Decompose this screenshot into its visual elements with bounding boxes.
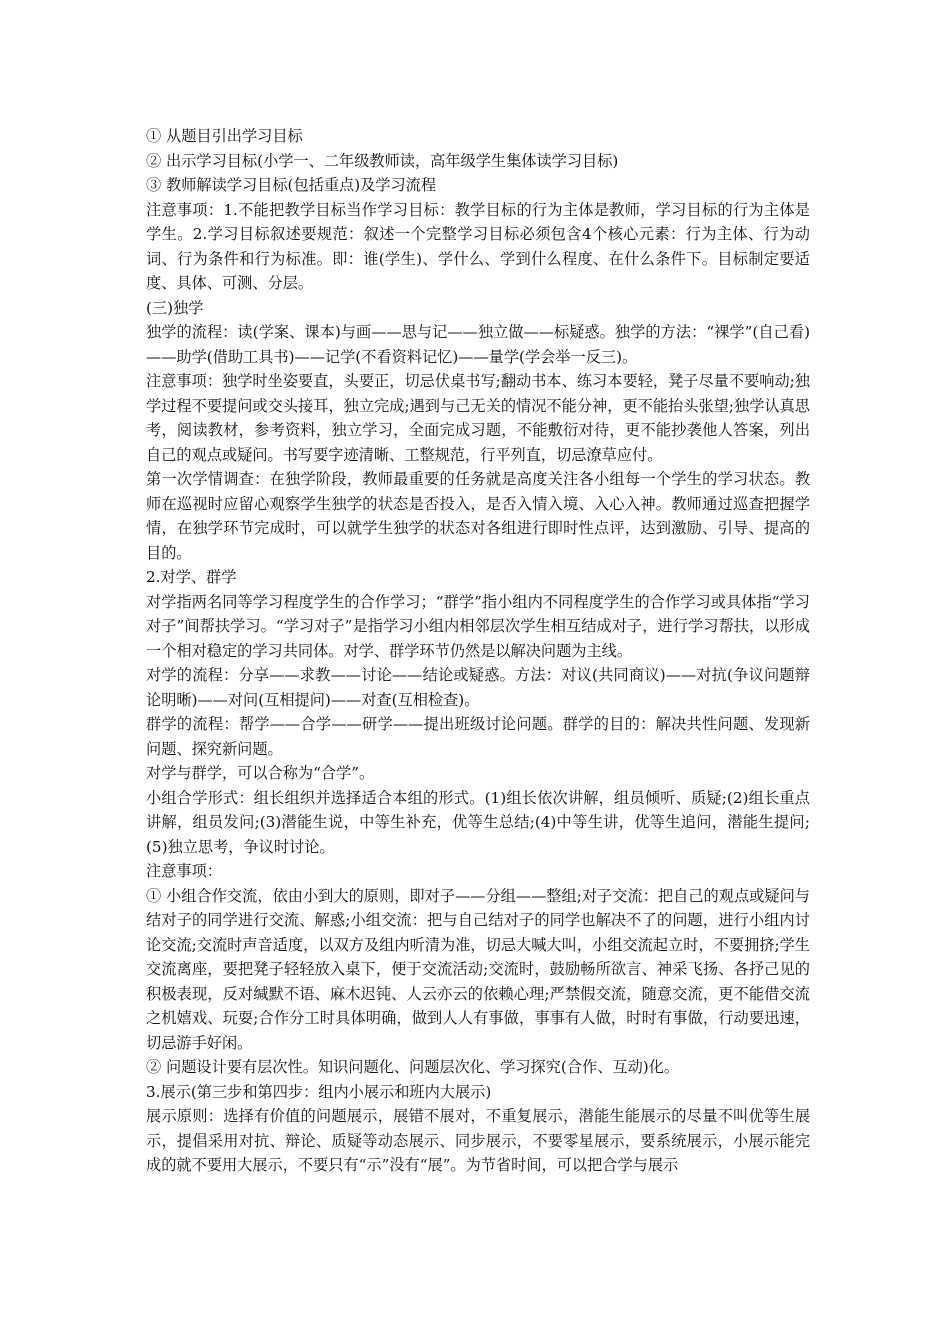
paragraph: ① 从题目引出学习目标 [146, 127, 303, 145]
section-heading: 2.对学、群学 [146, 568, 237, 586]
document-page [146, 124, 810, 1178]
paragraph: 对学的流程：分享——求教——讨论——结论或疑惑。方法：对议(共同商议)——对抗(争议问题辩论明晰)——对问(互相提问)——对查(互相检查)。 [146, 666, 810, 709]
paragraph: 小组合学形式：组长组织并选择适合本组的形式。(1)组长依次讲解，组员倾听、质疑;(2)组长重点讲解，组员发问;(3)潜能生说，中等生补充，优等生总结;(4)中等生讲，优等生追问，潜能生提问;(5)独立思考，争议时讨论。 [146, 788, 810, 856]
paragraph: ① 小组合作交流，依由小到大的原则，即对子——分组——整组;对子交流：把自己的观点或疑问与结对子的同学进行交流、解惑;小组交流：把与自己结对子的同学也解决不了的问题，进行小组内讨论交流;交流时声音适度，以双方及组内听清为准，切忌大喊大叫，小组交流起立时，不要拥挤;学生交流离座，要把凳子轻轻放入桌下，便于交流活动;交流时，鼓励畅所欲言、神采飞扬、各抒己见的积极表现，反对缄默不语、麻木迟钝、人云亦云的依赖心理;严禁假交流，随意交流，更不能借交流之机嬉戏、玩耍;合作分工时具体明确，做到人人有事做，事事有人做，时时有事做，行动要迅速，切忌游手好闲。 [146, 886, 810, 1052]
paragraph: 对学指两名同等学习程度学生的合作学习；“群学”指小组内不同程度学生的合作学习或具体指“学习对子”间帮扶学习。“学习对子”是指学习小组内相邻层次学生相互结成对子，进行学习帮扶，以形成一个相对稳定的学习共同体。对学、群学环节仍然是以解决问题为主线。 [146, 592, 810, 660]
paragraph: 注意事项：1.不能把教学目标当作学习目标：教学目标的行为主体是教师，学习目标的行为主体是学生。2.学习目标叙述要规范：叙述一个完整学习目标必须包含4个核心元素：行为主体、行为动词、行为条件和行为标准。即：谁(学生)、学什么、学到什么程度、在什么条件下。目标制定要适度、具体、可测、分层。 [146, 200, 810, 292]
paragraph: ② 问题设计要有层次性。知识问题化、问题层次化、学习探究(合作、互动)化。 [146, 1058, 680, 1076]
paragraph: ② 出示学习目标(小学一、二年级教师读，高年级学生集体读学习目标) [146, 151, 619, 170]
section-heading: (三)独学 [146, 298, 204, 317]
section-heading: 3.展示(第三步和第四步：组内小展示和班内大展示) [146, 1082, 492, 1101]
paragraph: 注意事项： [146, 862, 222, 880]
paragraph: 独学的流程：读(学案、课本)与画——思与记——独立做——标疑惑。独学的方法：“裸学”(自己看)——助学(借助工具书)——记学(不看资料记忆)——量学(学会举一反三)。 [146, 323, 810, 366]
paragraph: ③ 教师解读学习目标(包括重点)及学习流程 [146, 176, 437, 194]
paragraph: 展示原则：选择有价值的问题展示，展错不展对，不重复展示，潜能生能展示的尽量不叫优等生展示，提倡采用对抗、辩论、质疑等动态展示、同步展示，不要零星展示，要系统展示，小展示能完成的就不要用大展示，不要只有“示”没有“展”。为节省时间，可以把合学与展示 [146, 1107, 810, 1174]
paragraph: 第一次学情调查：在独学阶段，教师最重要的任务就是高度关注各小组每一个学生的学习状态。教师在巡视时应留心观察学生独学的状态是否投入，是否入情入境、入心入神。教师通过巡查把握学情，在独学环节完成时，可以就学生独学的状态对各组进行即时性点评，达到激励、引导、提高的目的。 [146, 470, 810, 562]
paragraph: 群学的流程：帮学——合学——研学——提出班级讨论问题。群学的目的：解决共性问题、发现新问题、探究新问题。 [146, 715, 810, 758]
paragraph: 对学与群学，可以合称为“合学”。 [146, 764, 375, 782]
paragraph: 注意事项：独学时坐姿要直，头要正，切忌伏桌书写;翻动书本、练习本要轻，凳子尽量不要响动;独学过程不要提问或交头接耳，独立完成;遇到与己无关的情况不能分神，更不能抬头张望;独学认真思考，阅读教材，参考资料，独立学习，全面完成习题，不能敷衍对待，更不能抄袭他人答案，列出自己的观点或疑问。书写要字迹清晰、工整规范，行平列直，切忌潦草应付。 [146, 372, 810, 464]
